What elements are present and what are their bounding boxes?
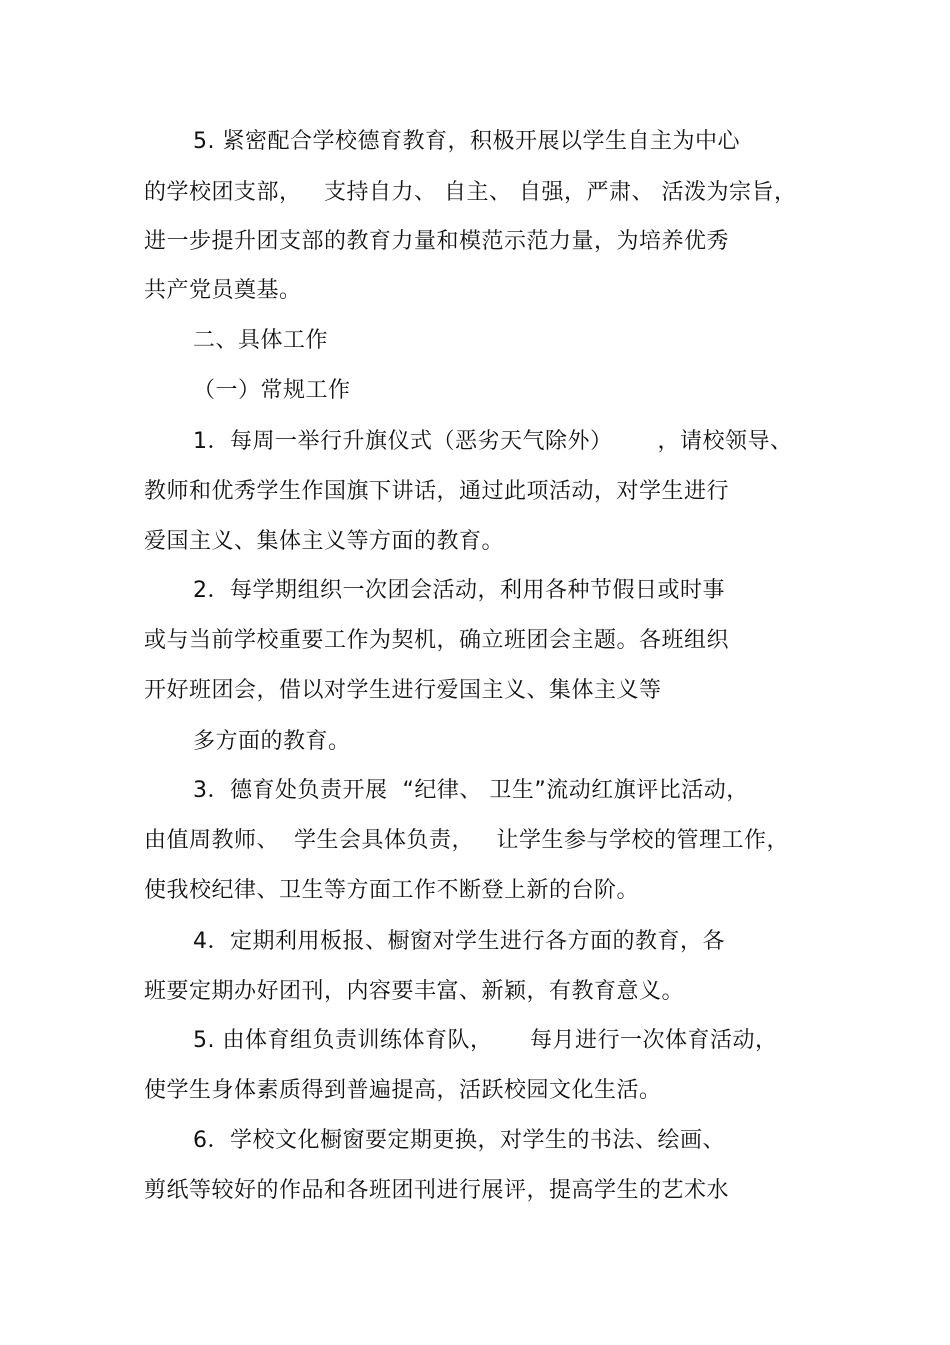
text-line: 由值周教师、 学生会具体负责， 让学生参与学校的管理工作， <box>144 828 789 853</box>
text-line: 2．每学期组织一次团会活动，利用各种节假日或时事 <box>193 578 725 603</box>
text-line: 1．每周一举行升旗仪式（恶劣天气除外） ，请校领导、 <box>193 429 793 454</box>
text-line: 多方面的教育。 <box>193 729 351 754</box>
text-line: 班要定期办好团刊，内容要丰富、新颖，有教育意义。 <box>144 979 685 1004</box>
text-line: 使我校纪律、卫生等方面工作不断登上新的台阶。 <box>144 878 640 903</box>
text-line: 共产党员奠基。 <box>144 278 302 303</box>
text-line: 或与当前学校重要工作为契机，确立班团会主题。各班组织 <box>144 628 730 653</box>
section-heading: 二、具体工作 <box>193 328 329 353</box>
text-line: 进一步提升团支部的教育力量和模范示范力量，为培养优秀 <box>144 229 730 254</box>
text-line: 6．学校文化橱窗要定期更换，对学生的书法、绘画、 <box>193 1128 725 1153</box>
text-line: 3．德育处负责开展 “纪律、 卫生”流动红旗评比活动， <box>193 778 749 803</box>
subsection-heading: （一）常规工作 <box>193 378 351 403</box>
text-line: 教师和优秀学生作国旗下讲话，通过此项活动，对学生进行 <box>144 479 730 504</box>
text-line: 爱国主义、集体主义等方面的教育。 <box>144 529 505 554</box>
text-line: 的学校团支部， 支持自力、 自主、 自强，严肃、 活泼为宗旨， <box>144 180 797 205</box>
text-line: 5. 由体育组负责训练体育队， 每月进行一次体育活动， <box>193 1028 778 1053</box>
text-line: 剪纸等较好的作品和各班团刊进行展评，提高学生的艺术水 <box>144 1178 730 1203</box>
text-line: 5. 紧密配合学校德育教育，积极开展以学生自主为中心 <box>193 129 740 154</box>
text-line: 开好班团会，借以对学生进行爱国主义、集体主义等 <box>144 678 662 703</box>
text-line: 4．定期利用板报、橱窗对学生进行各方面的教育，各 <box>193 929 725 954</box>
text-line: 使学生身体素质得到普遍提高，活跃校园文化生活。 <box>144 1078 662 1103</box>
